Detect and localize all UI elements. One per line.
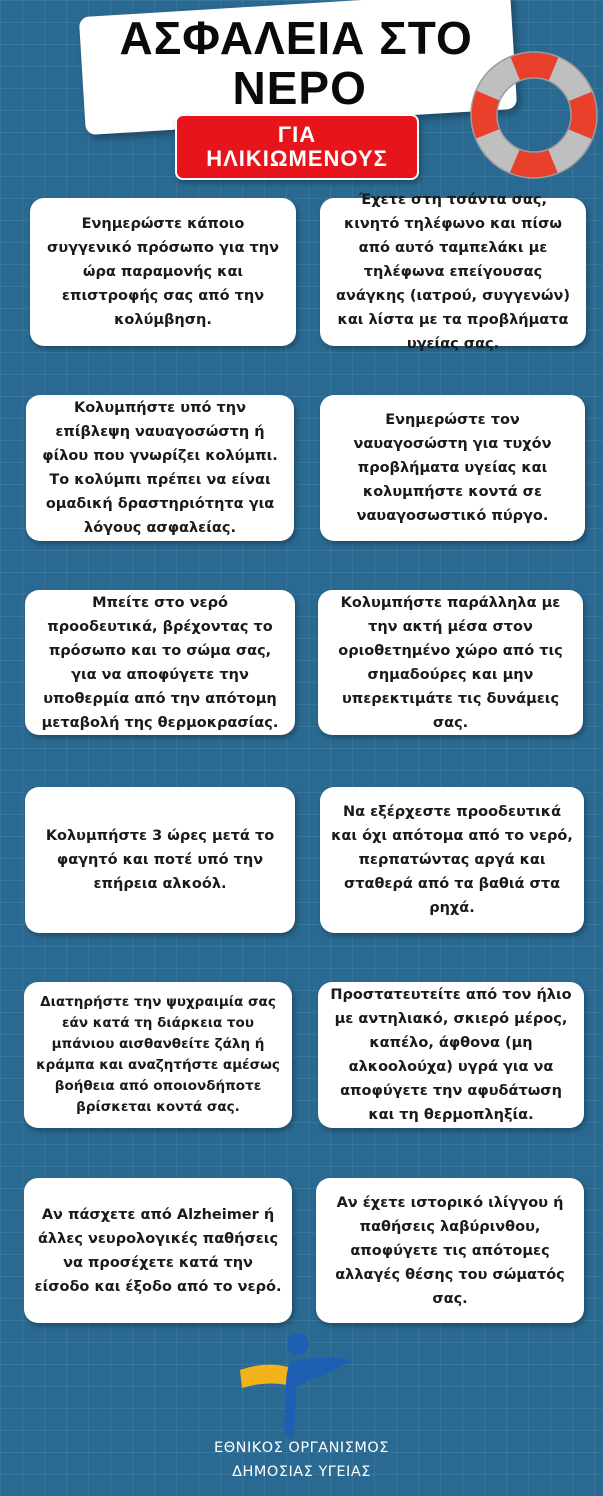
tip-text-9: Διατηρήστε την ψυχραιμία σας εάν κατά τη διάρκεια του μπάνιου αισθανθείτε ζάλη ή κράμπα και αναζητήστε αμέσως βοήθεια από οποιονδήποτε βρίσκεται κοντά σας. [36, 994, 280, 1115]
tip-card-9 [24, 982, 292, 1128]
tip-card-11 [24, 1178, 292, 1323]
tip-card-3 [26, 395, 294, 541]
tip-text-8: Να εξέρχεστε προοδευτικά και όχι απότομα από το νερό, περπατώντας αργά και σταθερά από τα βαθιά στα ρηχά. [331, 804, 573, 916]
tip-text-3: Κολυμπήστε υπό την επίβλεψη ναυαγοσώστη ή φίλου που γνωρίζει κολύμπι. Το κολύμπι πρέπει να είναι ομαδική δραστηριότητα για λόγους ασφαλείας. [42, 400, 278, 536]
page-title-line-2: ΝΕΡΟ [232, 61, 367, 114]
tip-card-4 [320, 395, 585, 541]
tip-text-6: Κολυμπήστε παράλληλα με την ακτή μέσα στον οριοθετημένο χώρο από τις σημαδούρες και μην υπερεκτιμάτε τις δυνάμεις σας. [338, 594, 563, 731]
org-name-line-2: ΔΗΜΟΣΙΑΣ ΥΓΕΙΑΣ [232, 1464, 371, 1480]
tip-text-5: Μπείτε στο νερό προοδευτικά, βρέχοντας το πρόσωπο και το σώμα σας, για να αποφύγετε την υποθερμία από την απότομη μεταβολή της θερμοκρασίας. [41, 594, 279, 731]
subtitle-banner [175, 114, 419, 180]
tip-text-2: Έχετε στη τσάντα σας, κινητό τηλέφωνο και πίσω από αυτό ταμπελάκι με τηλέφωνα επείγουσας ανάγκης (ιατρού, συγγενών) και λίστα με τα προβλήματα υγείας σας. [335, 192, 571, 352]
tip-text-4: Ενημερώστε τον ναυαγοσώστη για τυχόν προβλήματα υγείας και κολυμπήστε κοντά σε ναυαγοσωστικό πύργο. [353, 412, 552, 524]
tip-card-1 [30, 198, 296, 346]
tip-card-2 [320, 192, 586, 352]
page-title-line-1: ΑΣΦΑΛΕΙΑ ΣΤΟ [119, 12, 474, 65]
tip-card-12 [316, 1178, 584, 1323]
lifebuoy-icon [469, 50, 599, 180]
tip-card-10 [318, 982, 584, 1128]
tip-card-5 [25, 590, 295, 735]
tip-card-6 [318, 590, 583, 735]
tip-text-10: Προστατευτείτε από τον ήλιο με αντηλιακό, σκιερό μέρος, καπέλο, άφθονα (μη αλκοολούχα) υγρά για να αποφύγετε την αφυδάτωση και τη θερμοπληξία. [330, 987, 572, 1123]
subtitle-line-2: ΗΛΙΚΙΩΜΕΝΟΥΣ [206, 146, 388, 171]
tip-text-7: Κολυμπήστε 3 ώρες μετά το φαγητό και ποτέ υπό την επήρεια αλκοόλ. [45, 828, 275, 892]
tip-text-1: Ενημερώστε κάποιο συγγενικό πρόσωπο για την ώρα παραμονής και επιστροφής σας από την κολύμβηση. [47, 216, 279, 328]
tip-card-8 [320, 787, 584, 933]
tip-text-12: Αν έχετε ιστορικό ιλίγγου ή παθήσεις λαβύρινθου, αποφύγετε τις απότομες αλλαγές θέσης του σώματός σας. [335, 1194, 565, 1307]
eody-logo [236, 1330, 356, 1440]
tip-card-7 [25, 787, 295, 933]
subtitle-line-1: ΓΙΑ [277, 122, 317, 147]
org-name-line-1: ΕΘΝΙΚΟΣ ΟΡΓΑΝΙΣΜΟΣ [214, 1440, 389, 1456]
tip-text-11: Αν πάσχετε από Alzheimer ή άλλες νευρολογικές παθήσεις να προσέχετε κατά την είσοδο και έξοδο από το νερό. [34, 1206, 282, 1295]
